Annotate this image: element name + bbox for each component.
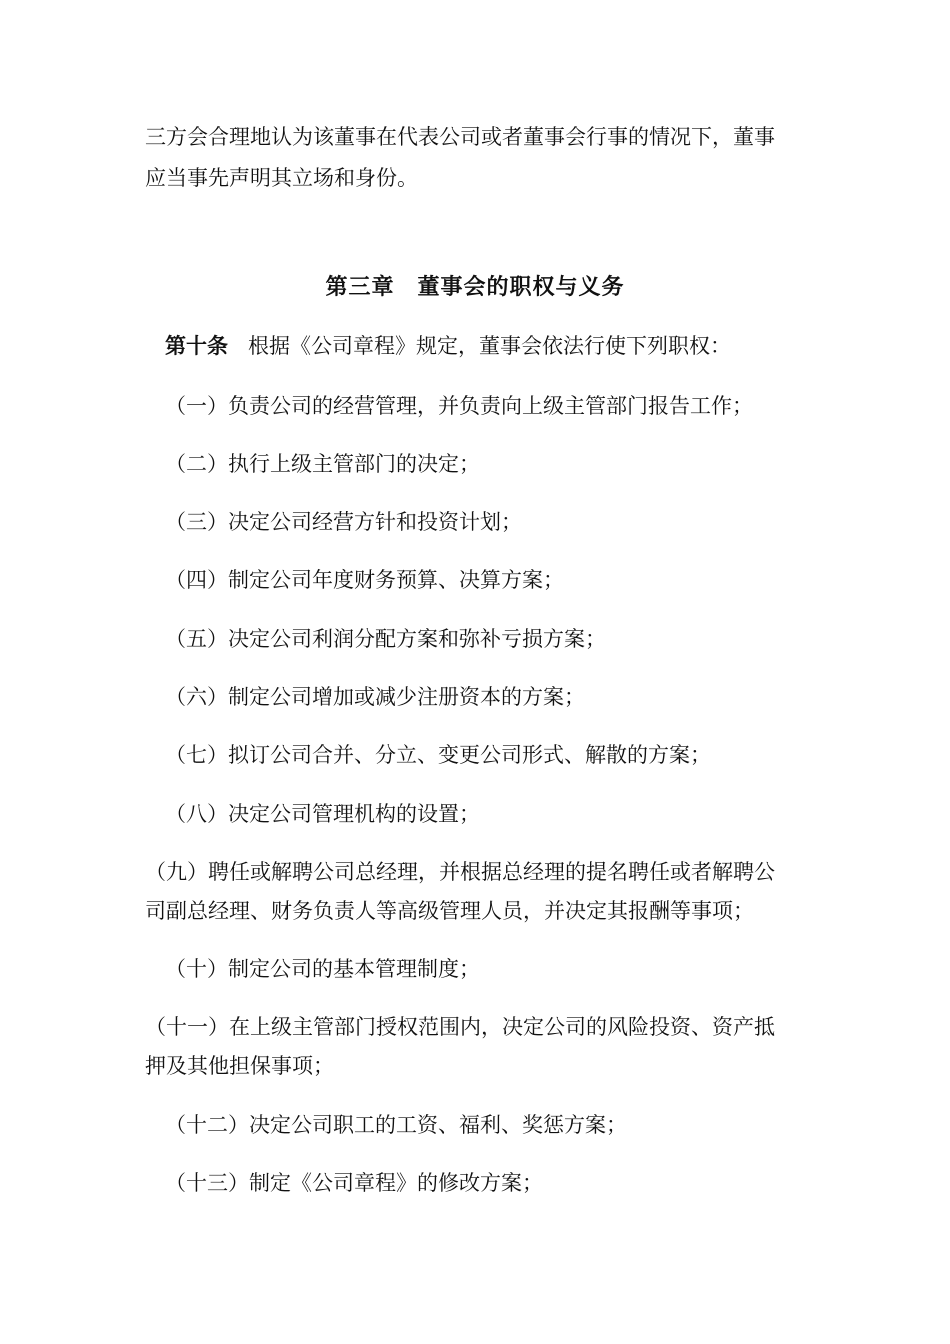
article-text: 根据《公司章程》规定，董事会依法行使下列职权：: [248, 334, 731, 358]
paragraph-line: 三方会合理地认为该董事在代表公司或者董事会行事的情况下，董事: [145, 125, 775, 149]
paragraph-line: 应当事先声明其立场和身份。: [145, 166, 418, 190]
list-item-continuation: 司副总经理、财务负责人等高级管理人员，并决定其报酬等事项；: [145, 899, 754, 923]
list-item: （十一）在上级主管部门授权范围内，决定公司的风险投资、资产抵: [145, 1015, 775, 1039]
list-item: （二）执行上级主管部门的决定；: [165, 452, 480, 476]
article-label: 第十条: [165, 334, 228, 358]
list-item: （十二）决定公司职工的工资、福利、奖惩方案；: [165, 1113, 627, 1137]
article-intro: [165, 328, 835, 364]
list-item: （五）决定公司利润分配方案和弥补亏损方案；: [165, 627, 606, 651]
list-item: （三）决定公司经营方针和投资计划；: [165, 510, 522, 534]
list-item: （一）负责公司的经营管理，并负责向上级主管部门报告工作；: [165, 394, 753, 418]
list-item: （十）制定公司的基本管理制度；: [165, 957, 480, 981]
list-item: （九）聘任或解聘公司总经理，并根据总经理的提名聘任或者解聘公: [145, 860, 775, 884]
list-item-continuation: 押及其他担保事项；: [145, 1054, 334, 1078]
list-item: （八）决定公司管理机构的设置；: [165, 802, 480, 826]
list-item: （七）拟订公司合并、分立、变更公司形式、解散的方案；: [165, 743, 711, 767]
list-item: （六）制定公司增加或减少注册资本的方案；: [165, 685, 585, 709]
list-item: （十三）制定《公司章程》的修改方案；: [165, 1171, 543, 1195]
chapter-heading: 第三章 董事会的职权与义务: [325, 275, 625, 300]
list-item: （四）制定公司年度财务预算、决算方案；: [165, 568, 564, 592]
